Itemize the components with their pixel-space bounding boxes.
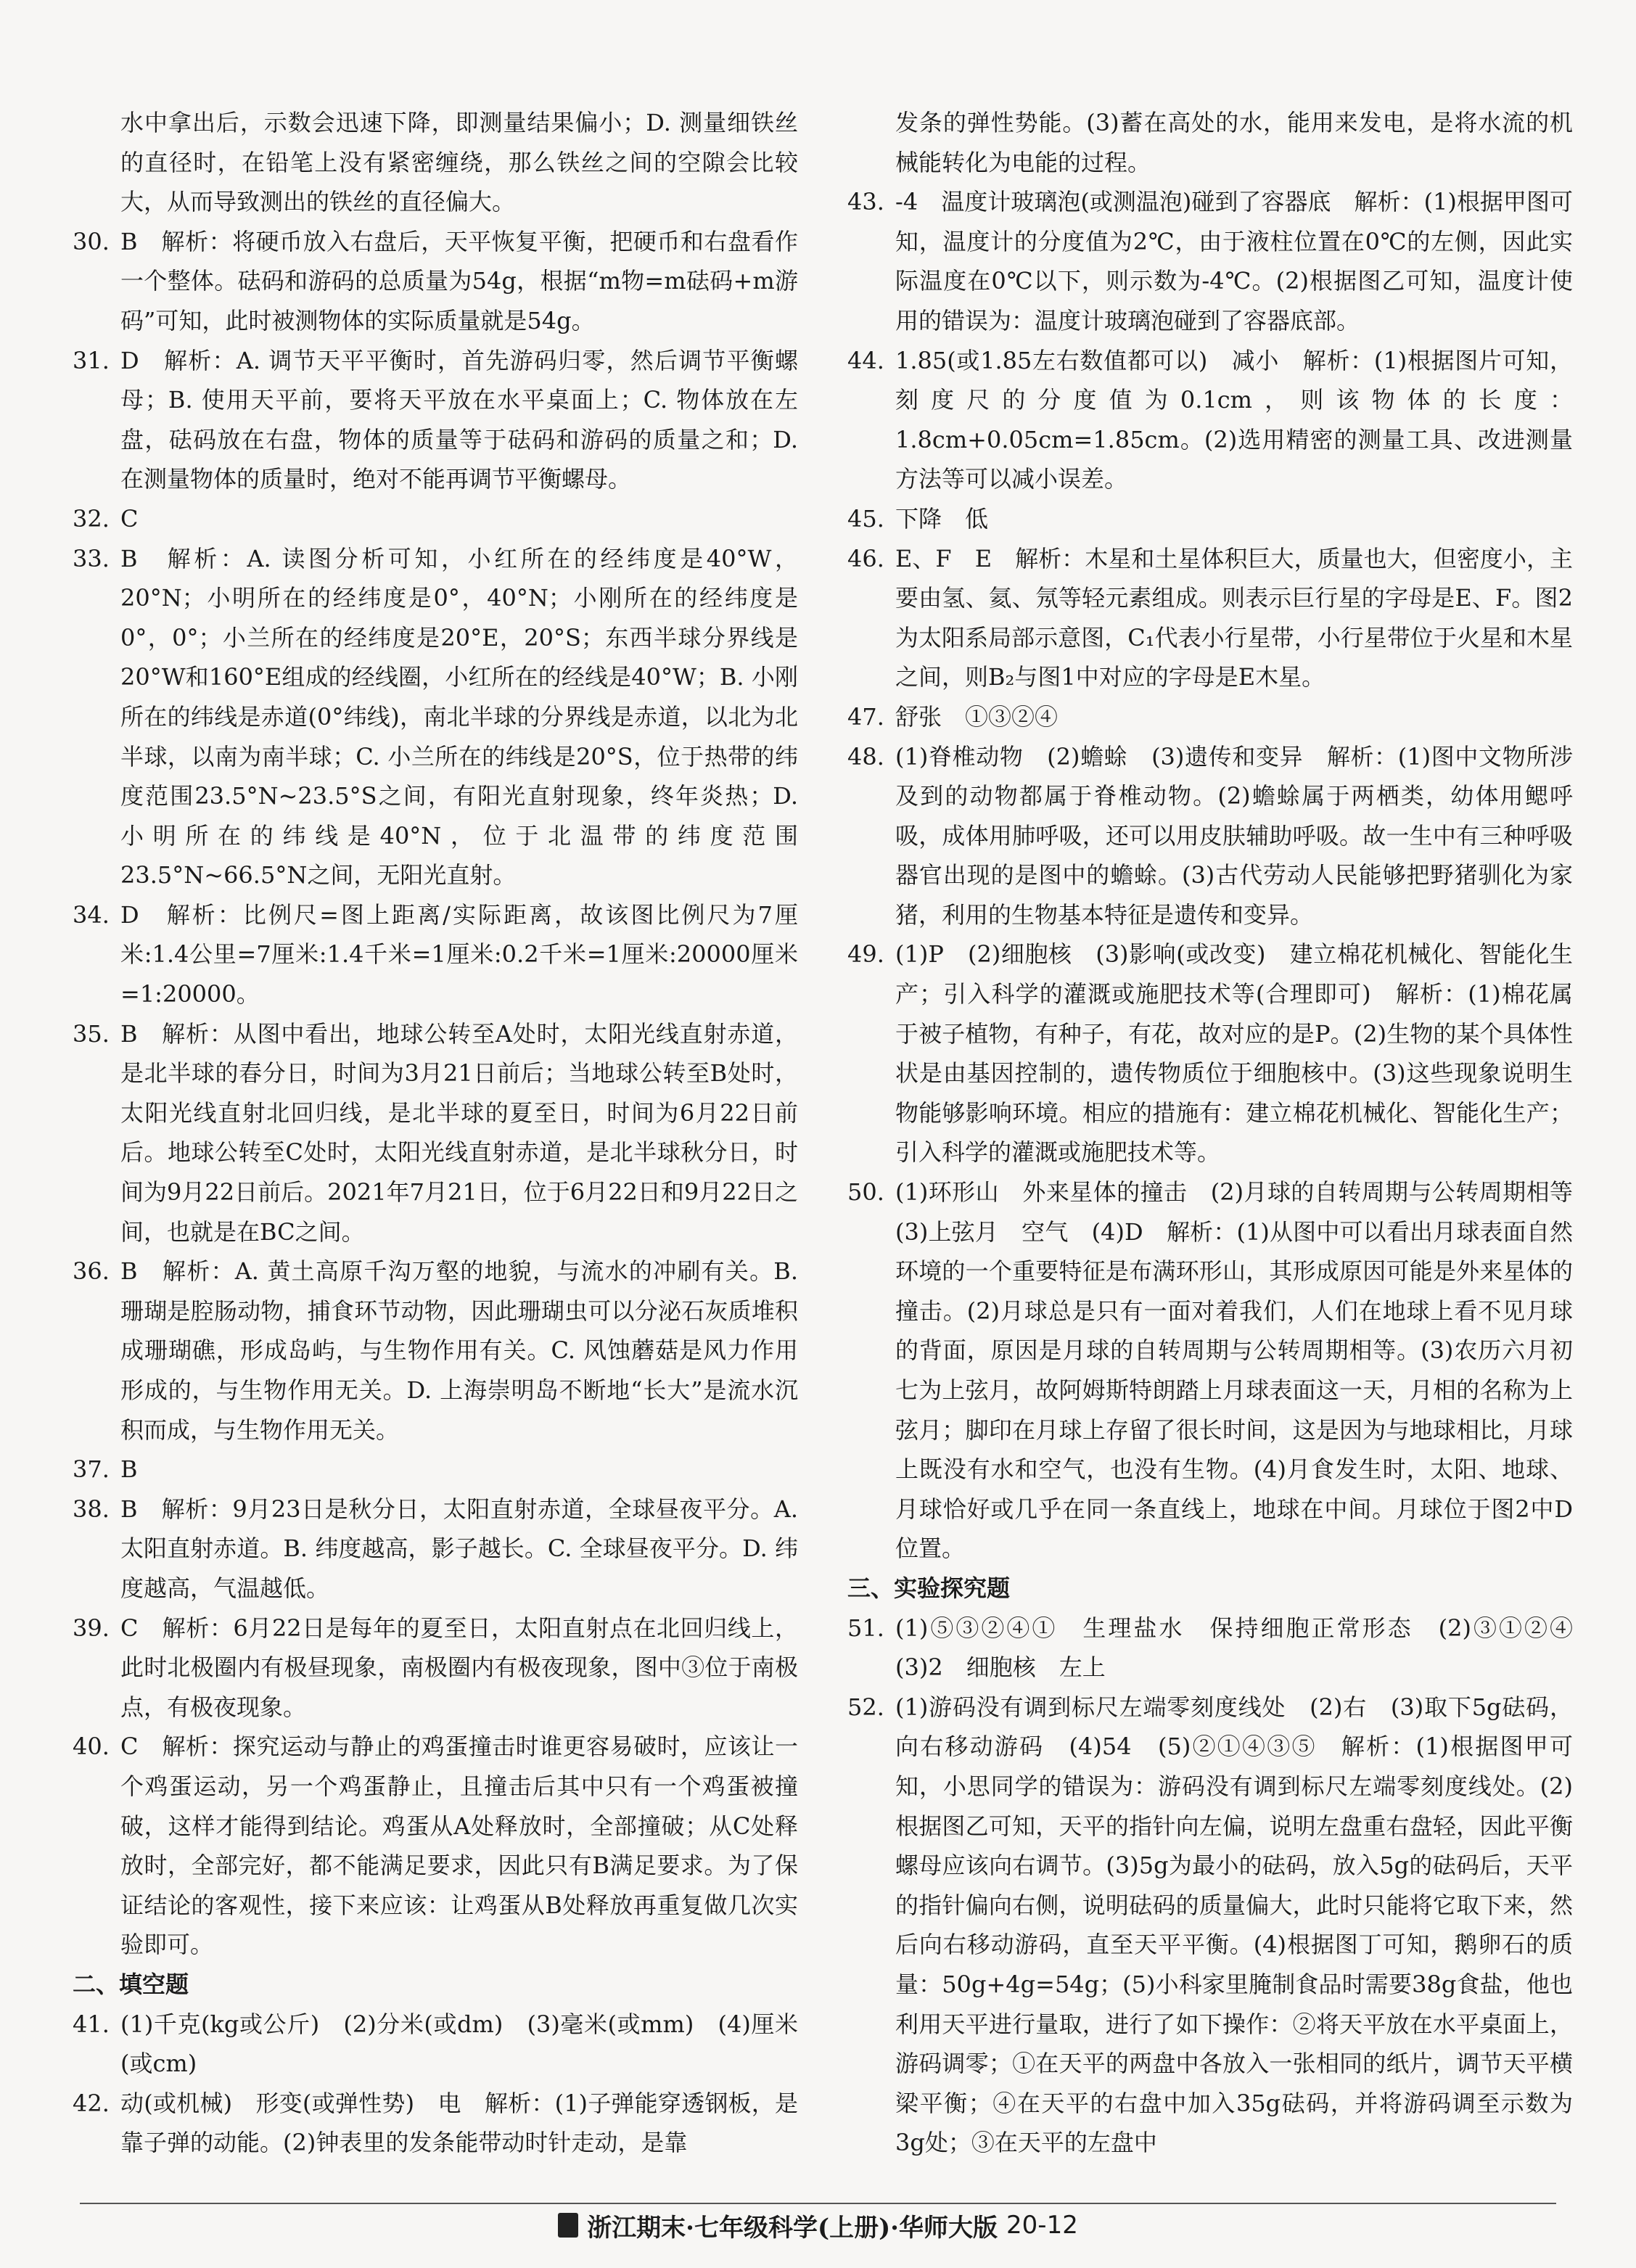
item-number: 50.	[847, 1178, 884, 1207]
item-number: 39.	[73, 1614, 110, 1642]
answer-item	[847, 182, 1573, 340]
answer-item	[73, 1450, 798, 1490]
answer-item	[73, 2084, 798, 2163]
answer-item	[847, 697, 1573, 737]
item-number: 51.	[847, 1614, 884, 1642]
item-number: 52.	[847, 1693, 884, 1721]
section-heading: 二、填空题	[73, 1970, 189, 1998]
answer-item	[847, 499, 1573, 539]
item-number: 49.	[847, 940, 884, 969]
item-text: (1)千克(kg或公斤) (2)分米(或dm) (3)毫米(或mm) (4)厘米(或cm)	[120, 2010, 798, 2078]
item-number: 46.	[847, 544, 884, 572]
item-number: 36.	[73, 1257, 110, 1286]
item-number: 35.	[73, 1019, 110, 1048]
book-logo-icon	[558, 2213, 578, 2238]
item-text: C 解析：6月22日是每年的夏至日，太阳直射点在北回归线上，此时北极圈内有极昼现象，南极圈内有极夜现象，图中③位于南极点，有极夜现象。	[120, 1614, 798, 1721]
item-text: B 解析：9月23日是秋分日，太阳直射赤道，全球昼夜平分。A. 太阳直射赤道。B. 纬度越高，影子越长。C. 全球昼夜平分。D. 纬度越高，气温越低。	[120, 1495, 798, 1602]
answer-item	[847, 737, 1573, 935]
continued-text: 发条的弹性势能。(3)蓄在高处的水，能用来发电，是将水流的机械能转化为电能的过程。	[895, 109, 1573, 176]
item-number: 44.	[847, 346, 884, 374]
answer-item	[73, 341, 798, 499]
item-number: 42.	[73, 2089, 110, 2117]
item-text: (1)游码没有调到标尺左端零刻度线处 (2)右 (3)取下5g砝码，向右移动游码 (4)54 (5)②①④③⑤ 解析：(1)根据图甲可知，小思同学的错误为：游码没有调到标尺左端零刻度线处。(2)根据图乙可知，天平的指针向左偏，说明左盘重右盘轻，因此平衡螺母应该向右调节。(3)5g为最小的砝码，放入5g的砝码后，天平的指针偏向右侧，说明砝码的质量偏大，此时只能将它取下来，然后向右移动游码，直至天平平衡。(4)根据图丁可知，鹅卵石的质量：50g+4g=54g；(5)小科家里腌制食品时需要38g食盐，他也利用天平进行量取，进行了如下操作：②将天平放在水平桌面上，游码调零；①在天平的两盘中各放入一张相同的纸片，调节天平横梁平衡；④在天平的右盘中加入35g砝码，并将游码调至示数为3g处；③在天平的左盘中	[895, 1693, 1573, 2157]
answer-item	[73, 222, 798, 341]
answer-list	[847, 1608, 1597, 2163]
item-text: B 解析：从图中看出，地球公转至A处时，太阳光线直射赤道，是北半球的春分日，时间为3月21日前后；当地球公转至B处时，太阳光线直射北回归线，是北半球的夏至日，时间为6月22日前后。地球公转至C处时，太阳光线直射赤道，是北半球秋分日，时间为9月22日前后。2021年7月21日，位于6月22日和9月22日之间，也就是在BC之间。	[120, 1019, 798, 1246]
answer-item	[847, 341, 1573, 499]
answer-list	[73, 222, 798, 1965]
answer-item	[73, 2005, 798, 2084]
answer-list	[847, 182, 1597, 1569]
item-text: 舒张 ①③②④	[895, 702, 1059, 731]
footer-divider	[80, 2203, 1556, 2204]
item-text: B 解析：将硬币放入右盘后，天平恢复平衡，把硬币和右盘看作一个整体。砝码和游码的总质量为54g，根据“m物=m砝码+m游码”可知，此时被测物体的实际质量就是54g。	[120, 227, 798, 334]
item-number: 45.	[847, 504, 884, 533]
item-number: 30.	[73, 227, 110, 255]
answer-list	[73, 2005, 798, 2163]
item-text: (1)脊椎动物 (2)蟾蜍 (3)遗传和变异 解析：(1)图中文物所涉及到的动物都属于脊椎动物。(2)蟾蜍属于两栖类，幼体用鳃呼吸，成体用肺呼吸，还可以用皮肤辅助呼吸。故一生中有三种呼吸器官出现的是图中的蟾蜍。(3)古代劳动人民能够把野猪驯化为家猪，利用的生物基本特征是遗传和变异。	[895, 742, 1573, 929]
page-footer	[0, 2209, 1636, 2242]
answer-item	[847, 539, 1573, 697]
item-number: 47.	[847, 702, 884, 731]
continued-text: 水中拿出后，示数会迅速下降，即测量结果偏小；D. 测量细铁丝的直径时，在铅笔上没有紧密缠绕，那么铁丝之间的空隙会比较大，从而导致测出的铁丝的直径偏大。	[120, 109, 798, 216]
item-number: 33.	[73, 544, 110, 572]
item-text: -4 温度计玻璃泡(或测温泡)碰到了容器底 解析：(1)根据甲图可知，温度计的分度值为2℃，由于液柱位置在0℃的左侧，因此实际温度在0℃以下，则示数为-4℃。(2)根据图乙可知，温度计使用的错误为：温度计玻璃泡碰到了容器底部。	[895, 188, 1573, 334]
item-text: 动(或机械) 形变(或弹性势) 电 解析：(1)子弹能穿透钢板，是靠子弹的动能。(2)钟表里的发条能带动时针走动，是靠	[120, 2089, 798, 2157]
item-number: 34.	[73, 900, 110, 929]
item-text: 1.85(或1.85左右数值都可以) 减小 解析：(1)根据图片可知，刻度尺的分度值为0.1cm，则该物体的长度：1.8cm+0.05cm=1.85cm。(2)选用精密的测量工具、改进测量方法等可以减小误差。	[895, 346, 1573, 493]
answer-item	[73, 895, 798, 1014]
answer-item	[73, 1727, 798, 1965]
section-heading: 三、实验探究题	[847, 1574, 1011, 1602]
item-number: 31.	[73, 346, 110, 374]
item-number: 43.	[847, 188, 884, 216]
right-column	[847, 103, 1597, 2163]
answer-item	[847, 1608, 1597, 1688]
answer-item	[73, 539, 798, 895]
item-text: B	[120, 1455, 138, 1484]
item-text: C	[120, 504, 139, 533]
item-number: 41.	[73, 2010, 110, 2038]
answer-item	[73, 1608, 798, 1727]
item-number: 38.	[73, 1495, 110, 1523]
item-text: (1)⑤③②④① 生理盐水 保持细胞正常形态 (2)③①②④ (3)2 细胞核 左上	[895, 1614, 1597, 1682]
item-text: 下降 低	[895, 504, 989, 533]
left-column	[73, 103, 798, 2163]
item-text: (1)环形山 外来星体的撞击 (2)月球的自转周期与公转周期相等 (3)上弦月 空气 (4)D 解析：(1)从图中可以看出月球表面自然环境的一个重要特征是布满环形山，其形成原因可能是外来星体的撞击。(2)月球总是只有一面对着我们，人们在地球上看不见月球的背面，原因是月球的自转周期与公转周期相等。(3)农历六月初七为上弦月，故阿姆斯特朗踏上月球表面这一天，月相的名称为上弦月；脚印在月球上存留了很长时间，这是因为与地球相比，月球上既没有水和空气，也没有生物。(4)月食发生时，太阳、地球、月球恰好或几乎在同一条直线上，地球在中间。月球位于图2中D位置。	[895, 1178, 1597, 1563]
page-number: 20-12	[1006, 2211, 1078, 2240]
item-text: (1)P (2)细胞核 (3)影响(或改变) 建立棉花机械化、智能化生产；引入科学的灌溉或施肥技术等(合理即可) 解析：(1)棉花属于被子植物，有种子，有花，故对应的是P。(2)生物的某个具体性状是由基因控制的，遗传物质位于细胞核中。(3)这些现象说明生物能够影响环境。相应的措施有：建立棉花机械化、智能化生产；引入科学的灌溉或施肥技术等。	[895, 940, 1573, 1167]
answer-item	[73, 1014, 798, 1252]
answer-item	[73, 1252, 798, 1450]
item-text: B 解析：A. 黄土高原千沟万壑的地貌，与流水的冲刷有关。B. 珊瑚是腔肠动物，捕食环节动物，因此珊瑚虫可以分泌石灰质堆积成珊瑚礁，形成岛屿，与生物作用有关。C. 风蚀蘑菇是风力作用形成的，与生物作用无关。D. 上海崇明岛不断地“长大”是流水沉积而成，与生物作用无关。	[120, 1257, 798, 1444]
answer-item	[847, 1172, 1597, 1569]
item-number: 40.	[73, 1733, 110, 1761]
item-text: C 解析：探究运动与静止的鸡蛋撞击时谁更容易破时，应该让一个鸡蛋运动，另一个鸡蛋静止，且撞击后其中只有一个鸡蛋被撞破，这样才能得到结论。鸡蛋从A处释放时，全部撞破；从C处释放时，全部完好，都不能满足要求，因此只有B满足要求。为了保证结论的客观性，接下来应该：让鸡蛋从B处释放再重复做几次实验即可。	[120, 1733, 798, 1959]
item-text: B 解析：A. 读图分析可知，小红所在的经纬度是40°W，20°N；小明所在的经纬度是0°，40°N；小刚所在的经纬度是0°，0°；小兰所在的经纬度是20°E，20°S；东西半球分界线是20°W和160°E组成的经线圈，小红所在的经线是40°W；B. 小刚所在的纬线是赤道(0°纬线)，南北半球的分界线是赤道，以北为北半球，以南为南半球；C. 小兰所在的纬线是20°S，位于热带的纬度范围23.5°N~23.5°S之间，有阳光直射现象，终年炎热；D. 小明所在的纬线是40°N，位于北温带的纬度范围23.5°N~66.5°N之间，无阳光直射。	[120, 544, 798, 889]
item-number: 32.	[73, 504, 110, 533]
answer-item	[73, 1490, 798, 1608]
item-text: E、F E 解析：木星和土星体积巨大，质量也大，但密度小，主要由氢、氦、氖等轻元素组成。则表示巨行星的字母是E、F。图2为太阳系局部示意图，C₁代表小行星带，小行星带位于火星和木星之间，则B₂与图1中对应的字母是E木星。	[895, 544, 1573, 691]
answer-item	[73, 499, 798, 539]
footer-title: 浙江期末·七年级科学(上册)·华师大版	[587, 2213, 998, 2243]
answer-item	[847, 934, 1573, 1172]
answer-item	[847, 1688, 1573, 2163]
item-text: D 解析：A. 调节天平平衡时，首先游码归零，然后调节平衡螺母；B. 使用天平前，要将天平放在水平桌面上；C. 物体放在左盘，砝码放在右盘，物体的质量等于砝码和游码的质量之和；D. 在测量物体的质量时，绝对不能再调节平衡螺母。	[120, 346, 798, 493]
item-number: 48.	[847, 742, 884, 771]
item-number: 37.	[73, 1455, 110, 1484]
item-text: D 解析：比例尺=图上距离/实际距离，故该图比例尺为7厘米:1.4公里=7厘米:1.4千米=1厘米:0.2千米=1厘米:20000厘米=1:20000。	[120, 900, 798, 1008]
